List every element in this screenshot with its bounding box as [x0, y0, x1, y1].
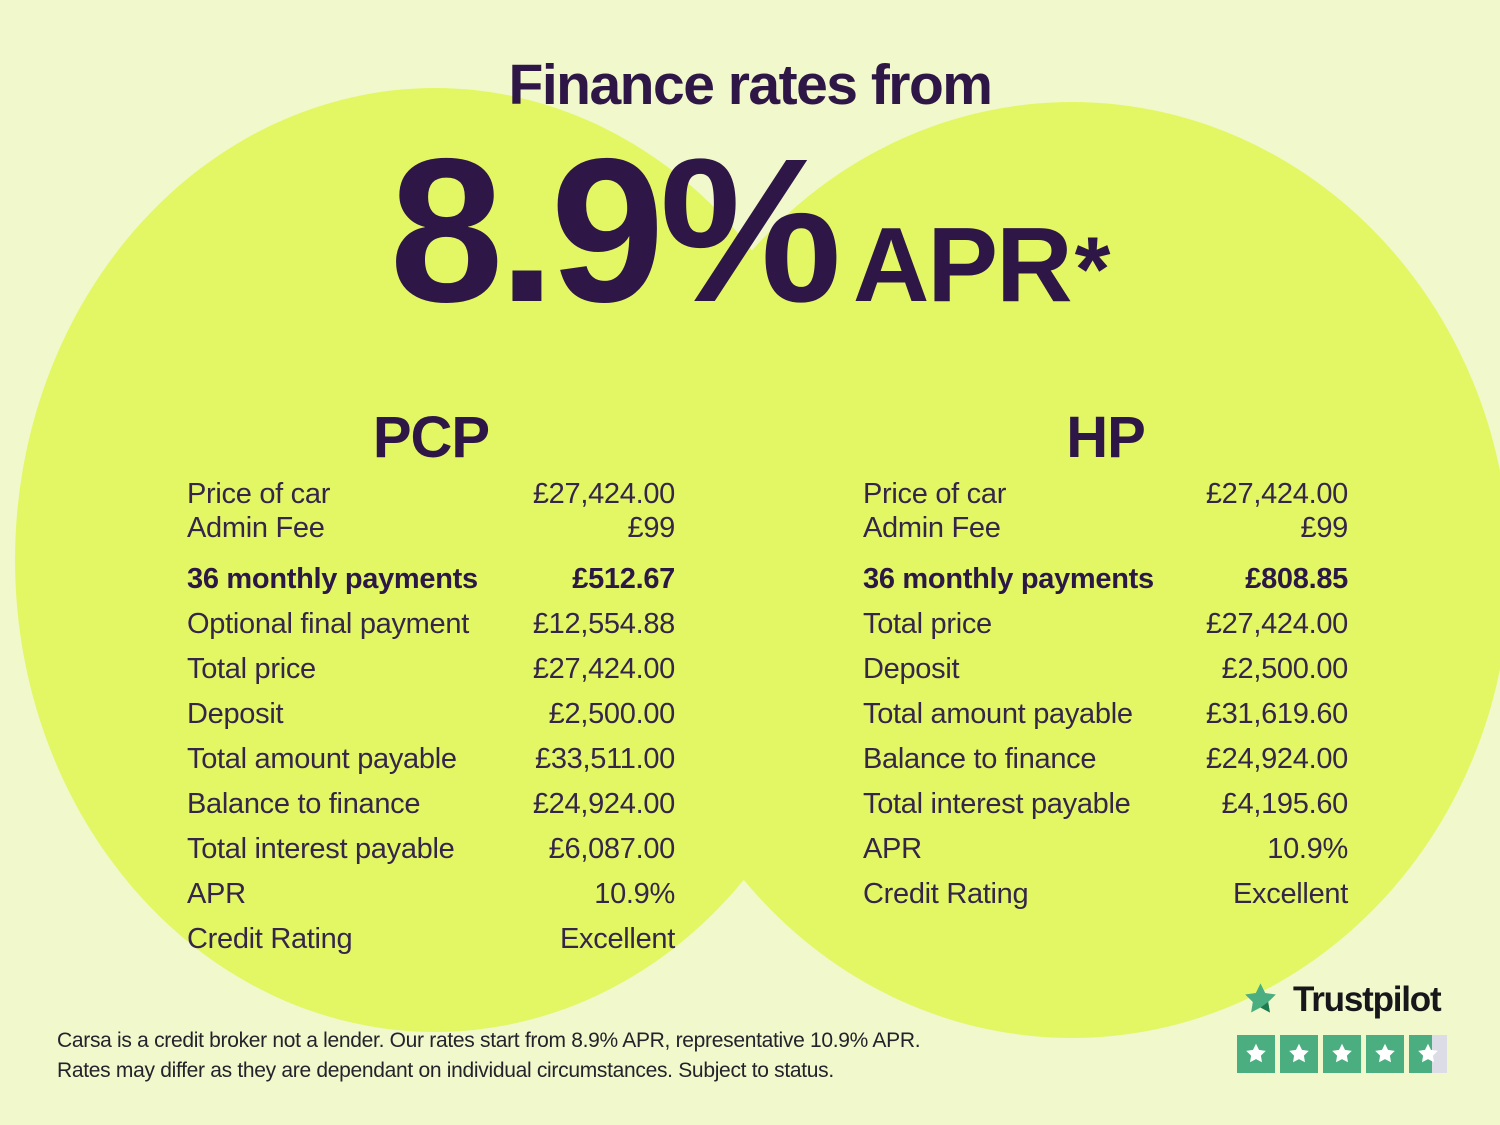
row-value: £27,424.00	[532, 477, 675, 510]
rate-percent: 8.9%	[389, 116, 837, 345]
hp-table	[863, 477, 1348, 917]
pcp-table	[187, 477, 675, 962]
table-row	[187, 477, 675, 511]
row-label: Price of car	[863, 477, 1007, 510]
disclaimer-text	[57, 1026, 920, 1086]
table-row	[187, 872, 675, 917]
row-value: 10.9%	[594, 878, 675, 910]
row-label: Admin Fee	[863, 511, 1001, 544]
row-value: 10.9%	[1267, 833, 1348, 865]
table-row	[187, 647, 675, 692]
rating-star-box	[1323, 1035, 1361, 1073]
row-label: Optional final payment	[187, 608, 469, 640]
trustpilot-rating-stars	[1237, 1035, 1447, 1073]
rate-footnote-asterisk: *	[1074, 219, 1111, 321]
row-value: £6,087.00	[548, 833, 675, 865]
row-label: Deposit	[863, 653, 960, 685]
table-row	[863, 827, 1348, 872]
row-label: 36 monthly payments	[863, 563, 1154, 595]
table-row	[863, 647, 1348, 692]
row-value: £99	[627, 511, 675, 544]
star-icon	[1370, 1039, 1400, 1069]
star-icon	[1284, 1039, 1314, 1069]
row-value: Excellent	[1233, 878, 1348, 910]
table-row	[187, 692, 675, 737]
table-row	[863, 557, 1348, 602]
row-label: Credit Rating	[187, 923, 353, 955]
rating-star-box	[1409, 1035, 1447, 1073]
row-value: £4,195.60	[1221, 788, 1348, 820]
table-row	[863, 477, 1348, 511]
row-value: £27,424.00	[532, 653, 675, 685]
rate-apr-label: APR	[852, 206, 1071, 324]
row-value: £27,424.00	[1205, 477, 1348, 510]
rating-star-box	[1280, 1035, 1318, 1073]
trustpilot-logo	[1237, 976, 1447, 1023]
row-value: £512.67	[572, 563, 675, 595]
trustpilot-wordmark: Trustpilot	[1293, 979, 1441, 1019]
row-value: £99	[1300, 511, 1348, 544]
row-label: 36 monthly payments	[187, 563, 478, 595]
page-title: Finance rates from	[508, 53, 992, 117]
table-row	[187, 602, 675, 647]
star-icon	[1241, 1039, 1271, 1069]
table-row	[187, 737, 675, 782]
row-label: Deposit	[187, 698, 284, 730]
table-row	[187, 917, 675, 962]
row-value: £24,924.00	[532, 788, 675, 820]
pcp-heading: PCP	[372, 405, 490, 470]
row-value: £2,500.00	[548, 698, 675, 730]
row-label: Total interest payable	[187, 833, 455, 865]
row-value: £24,924.00	[1205, 743, 1348, 775]
row-value: £12,554.88	[532, 608, 675, 640]
row-label: Total amount payable	[863, 698, 1133, 730]
table-row	[863, 511, 1348, 545]
row-value: £2,500.00	[1221, 653, 1348, 685]
table-row	[187, 557, 675, 602]
row-value: £33,511.00	[535, 743, 675, 775]
star-icon	[1327, 1039, 1357, 1069]
row-label: Balance to finance	[187, 788, 421, 820]
table-row	[187, 827, 675, 872]
row-label: Balance to finance	[863, 743, 1097, 775]
row-value: £31,619.60	[1205, 698, 1348, 730]
table-row	[863, 782, 1348, 827]
hp-heading: HP	[1066, 405, 1145, 470]
headline-rate	[0, 116, 1500, 345]
row-value: £27,424.00	[1205, 608, 1348, 640]
disclaimer-line-2: Rates may differ as they are dependant on individual circumstances. Subject to status.	[57, 1059, 834, 1082]
rating-star-box	[1237, 1035, 1275, 1073]
row-label: Total price	[863, 608, 992, 640]
row-label: APR	[187, 878, 246, 910]
trustpilot-star-icon	[1237, 976, 1284, 1023]
row-label: Total price	[187, 653, 316, 685]
table-row	[863, 872, 1348, 917]
row-value: £808.85	[1245, 563, 1348, 595]
row-label: Total amount payable	[187, 743, 457, 775]
row-label: Total interest payable	[863, 788, 1131, 820]
rating-star-box	[1366, 1035, 1404, 1073]
table-row	[863, 692, 1348, 737]
star-icon	[1413, 1039, 1443, 1069]
row-label: Credit Rating	[863, 878, 1029, 910]
table-row	[863, 737, 1348, 782]
row-label: Price of car	[187, 477, 331, 510]
table-row	[187, 782, 675, 827]
disclaimer-line-1: Carsa is a credit broker not a lender. Our rates start from 8.9% APR, representative 10.9% APR.	[57, 1029, 921, 1052]
row-label: APR	[863, 833, 922, 865]
trustpilot-widget	[1237, 976, 1447, 1073]
row-label: Admin Fee	[187, 511, 325, 544]
row-value: Excellent	[560, 923, 675, 955]
table-row	[187, 511, 675, 545]
table-row	[863, 602, 1348, 647]
